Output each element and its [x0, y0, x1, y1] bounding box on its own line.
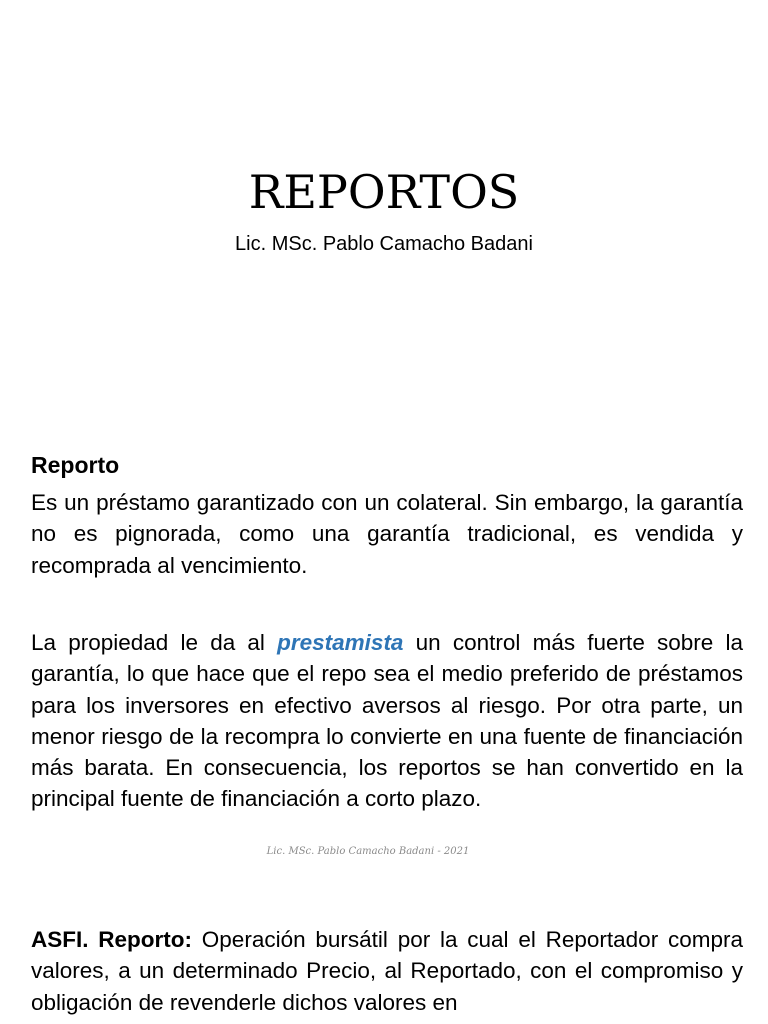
asfi-label: ASFI. Reporto:	[31, 927, 193, 952]
document-author: Lic. MSc. Pablo Camacho Badani	[235, 233, 533, 255]
document-title: REPORTOS	[248, 165, 520, 219]
property-text-before: La propiedad le da al	[31, 630, 278, 655]
highlighted-term: prestamista	[277, 630, 404, 655]
asfi-definition-paragraph	[31, 924, 743, 1018]
asfi-text: Operación bursátil por la cual el Reportador compra valores, a un determinado Precio, al Reportado, con el compromiso y obligación de revenderle dichos valores en	[31, 927, 743, 1015]
property-paragraph	[31, 627, 743, 815]
definition-paragraph: Es un préstamo garantizado con un colateral. Sin embargo, la garantía no es pignorada, como una garantía tradicional, es vendida y recomprada al vencimiento.	[31, 490, 743, 578]
property-text-after: un control más fuerte sobre la garantía, lo que hace que el repo sea el medio preferido de préstamos para los inversores en efectivo aversos al riesgo. Por otra parte, un menor riesgo de la recompra lo convierte en una fuente de financiación más barata. En consecuencia, los reportos se han convertido en la principal fuente de financiación a corto plazo.	[31, 630, 744, 812]
section-heading-reporto: Reporto	[31, 452, 120, 478]
page-footer: Lic. MSc. Pablo Camacho Badani - 2021	[266, 846, 470, 857]
